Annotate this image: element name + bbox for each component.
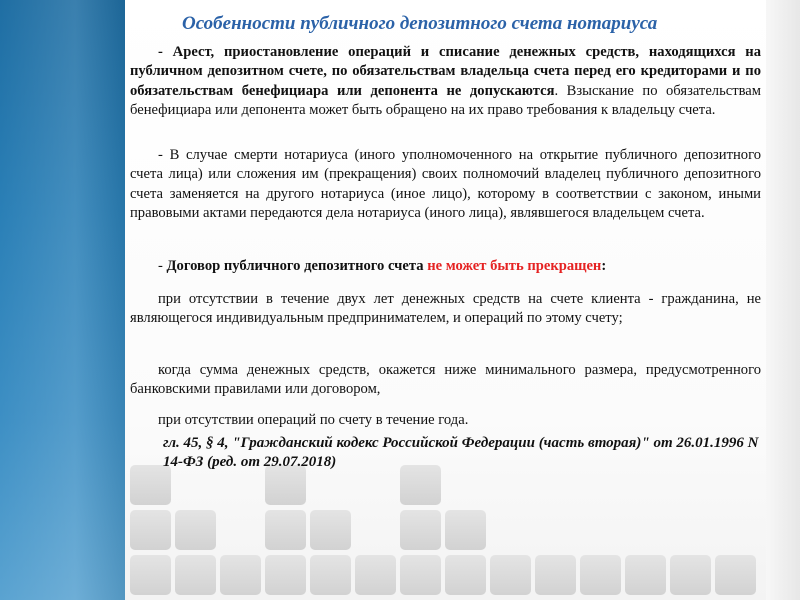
citation: гл. 45, § 4, "Гражданский кодекс Российской Федерации (часть вторая)" от 26.01.1996 N 14-ФЗ (ред. от 29.07.2018) — [163, 435, 759, 470]
paragraph-condition-1: при отсутствии в течение двух лет денежных средств на счете клиента - гражданина, не являющегося индивидуальным предпринимателем, и операций по этому счету; — [130, 291, 761, 327]
paragraph-contract-heading — [130, 257, 761, 276]
paragraph-condition-3: при отсутствии операций по счету в течение года. — [158, 412, 469, 428]
decor-tile — [265, 510, 306, 550]
decor-tile — [265, 555, 306, 595]
decor-tile — [580, 555, 621, 595]
decor-tile — [535, 555, 576, 595]
contract-heading-red: не может быть прекращен — [427, 258, 602, 274]
decor-tile — [310, 510, 351, 550]
contract-heading-bold: Договор публичного депозитного счета — [166, 258, 428, 274]
contract-heading-suffix: : — [601, 258, 607, 274]
paragraph-condition-2: когда сумма денежных средств, окажется ниже минимального размера, предусмотренного банковскими правилами или договором, — [130, 362, 761, 398]
paragraph-arrest-bold: - Арест, приостановление операций и списание денежных средств, находящихся на публичном депозитном счете, по обязательствам владельца счета перед его кредиторами и по обязательствам бенефициара или депонента не допускаются — [130, 44, 761, 99]
side-band — [0, 0, 125, 600]
decor-tile — [670, 555, 711, 595]
decor-tile — [445, 555, 486, 595]
paragraph-arrest — [130, 43, 761, 121]
decor-tile — [310, 555, 351, 595]
decor-tile — [400, 555, 441, 595]
paragraph-arrest-normal: . Взыскание по обязательствам бенефициара или депонента может быть обращено на их право требования к владельцу счета. — [130, 82, 761, 119]
decor-tile — [715, 555, 756, 595]
decor-tile — [625, 555, 666, 595]
decor-tile — [130, 555, 171, 595]
decor-tile — [355, 555, 396, 595]
decor-tile — [175, 510, 216, 550]
decor-tile — [175, 555, 216, 595]
contract-heading-prefix: - — [158, 258, 167, 274]
decor-tile — [130, 510, 171, 550]
right-edge — [766, 0, 800, 600]
page-title: Особенности публичного депозитного счета нотариуса — [182, 13, 658, 34]
paragraph-notary-death: - В случае смерти нотариуса (иного уполномоченного на открытие публичного депозитного счета лица) или сложения им (прекращения) своих полномочий владелец публичного депозитного счета заменяется на другого нотариуса (иное лицо), которому в соответствии с законом, иными правовыми актами передаются дела нотариуса (иного лица), являвшегося владельцем счета. — [130, 147, 761, 222]
decor-tile — [490, 555, 531, 595]
decor-tile — [445, 510, 486, 550]
decor-tile — [400, 510, 441, 550]
decor-tile — [220, 555, 261, 595]
